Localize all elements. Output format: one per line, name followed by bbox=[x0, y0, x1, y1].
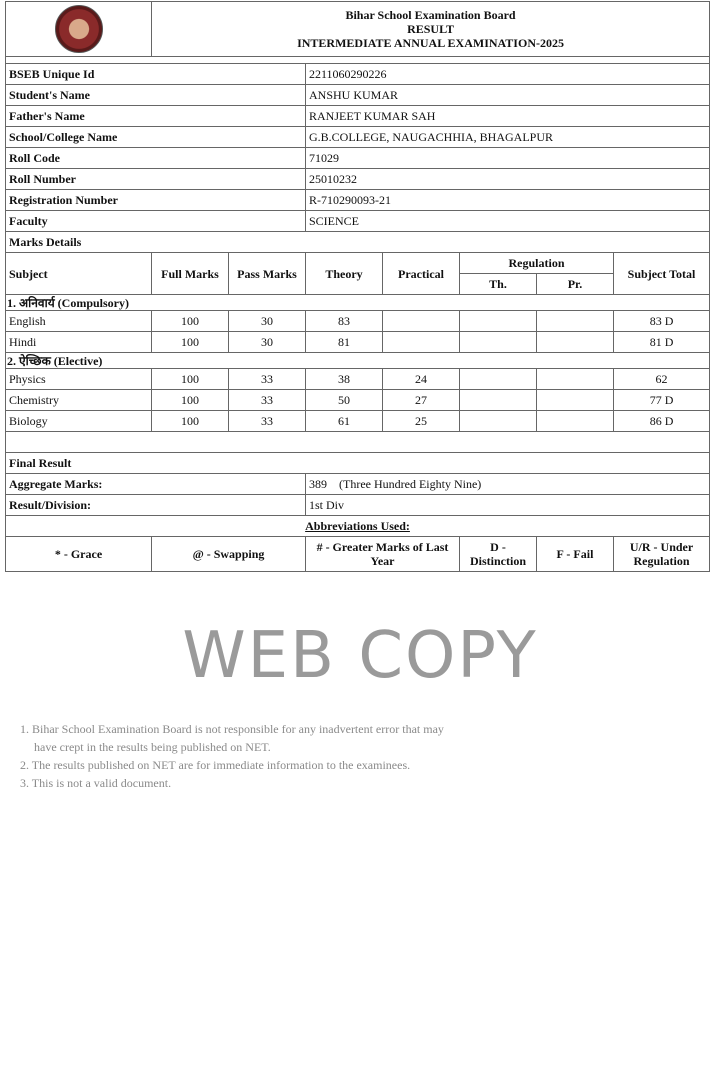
division-value: 1st Div bbox=[306, 495, 710, 516]
th-cell bbox=[460, 390, 537, 411]
disclaimer-watermark bbox=[20, 720, 700, 792]
col-pass: Pass Marks bbox=[229, 253, 306, 295]
abbrev-title: Abbreviations Used: bbox=[6, 516, 710, 537]
full-cell: 100 bbox=[152, 332, 229, 353]
aggregate-words: (Three Hundred Eighty Nine) bbox=[339, 477, 482, 491]
spacer bbox=[6, 57, 710, 64]
theory-cell: 83 bbox=[306, 311, 383, 332]
disclaimer-line: 2. The results published on NET are for immediate information to the examinees. bbox=[20, 758, 411, 772]
col-subject: Subject bbox=[6, 253, 152, 295]
total-cell: 62 bbox=[614, 369, 710, 390]
total-cell: 86 D bbox=[614, 411, 710, 432]
full-cell: 100 bbox=[152, 311, 229, 332]
total-cell: 77 D bbox=[614, 390, 710, 411]
th-cell bbox=[460, 332, 537, 353]
exam-name: INTERMEDIATE ANNUAL EXAMINATION-2025 bbox=[297, 36, 564, 50]
full-cell: 100 bbox=[152, 411, 229, 432]
col-full: Full Marks bbox=[152, 253, 229, 295]
info-label: Father's Name bbox=[6, 106, 306, 127]
pr-cell bbox=[537, 390, 614, 411]
info-row bbox=[6, 169, 710, 190]
section-title: 2. ऐच्छिक (Elective) bbox=[6, 353, 710, 369]
subject-name: English bbox=[6, 311, 152, 332]
theory-cell: 38 bbox=[306, 369, 383, 390]
pr-cell bbox=[537, 332, 614, 353]
info-label: Student's Name bbox=[6, 85, 306, 106]
info-label: BSEB Unique Id bbox=[6, 64, 306, 85]
abbrev-grace: * - Grace bbox=[6, 537, 152, 572]
pass-cell: 30 bbox=[229, 311, 306, 332]
info-label: School/College Name bbox=[6, 127, 306, 148]
info-row bbox=[6, 85, 710, 106]
pr-cell bbox=[537, 411, 614, 432]
bseb-logo bbox=[55, 5, 103, 53]
col-pr: Pr. bbox=[537, 274, 614, 295]
board-name: Bihar School Examination Board bbox=[345, 8, 516, 22]
header-title bbox=[152, 2, 710, 57]
table-row bbox=[6, 390, 710, 411]
theory-cell: 61 bbox=[306, 411, 383, 432]
info-value: SCIENCE bbox=[306, 211, 710, 232]
web-copy-watermark: WEB COPY bbox=[182, 619, 538, 693]
disclaimer-line: 1. Bihar School Examination Board is not responsible for any inadvertent error that may bbox=[20, 722, 444, 736]
doc-title: RESULT bbox=[407, 22, 454, 36]
theory-cell: 50 bbox=[306, 390, 383, 411]
aggregate-value bbox=[306, 474, 710, 495]
table-row bbox=[6, 411, 710, 432]
full-cell: 100 bbox=[152, 390, 229, 411]
practical-cell bbox=[383, 332, 460, 353]
th-cell bbox=[460, 311, 537, 332]
col-practical: Practical bbox=[383, 253, 460, 295]
pr-cell bbox=[537, 311, 614, 332]
info-label: Registration Number bbox=[6, 190, 306, 211]
practical-cell: 25 bbox=[383, 411, 460, 432]
subject-name: Chemistry bbox=[6, 390, 152, 411]
disclaimer-line: 3. This is not a valid document. bbox=[20, 776, 172, 790]
pass-cell: 33 bbox=[229, 411, 306, 432]
theory-cell: 81 bbox=[306, 332, 383, 353]
section-title: 1. अनिवार्य (Compulsory) bbox=[6, 295, 710, 311]
aggregate-label: Aggregate Marks: bbox=[6, 474, 306, 495]
info-row bbox=[6, 190, 710, 211]
spacer-row bbox=[6, 432, 710, 453]
practical-cell bbox=[383, 311, 460, 332]
th-cell bbox=[460, 369, 537, 390]
info-value: 25010232 bbox=[306, 169, 710, 190]
info-value: RANJEET KUMAR SAH bbox=[306, 106, 710, 127]
total-cell: 81 D bbox=[614, 332, 710, 353]
info-row bbox=[6, 211, 710, 232]
info-row bbox=[6, 148, 710, 169]
pr-cell bbox=[537, 369, 614, 390]
full-cell: 100 bbox=[152, 369, 229, 390]
table-row bbox=[6, 332, 710, 353]
abbrev-distinction: D - Distinction bbox=[460, 537, 537, 572]
info-row bbox=[6, 106, 710, 127]
pass-cell: 33 bbox=[229, 390, 306, 411]
info-label: Faculty bbox=[6, 211, 306, 232]
info-value: G.B.COLLEGE, NAUGACHHIA, BHAGALPUR bbox=[306, 127, 710, 148]
abbrev-greater: # - Greater Marks of Last Year bbox=[306, 537, 460, 572]
table-row bbox=[6, 311, 710, 332]
pass-cell: 33 bbox=[229, 369, 306, 390]
marks-details-title: Marks Details bbox=[6, 232, 710, 253]
aggregate-number: 389 bbox=[309, 477, 327, 491]
disclaimer-line: have crept in the results being published on NET. bbox=[34, 740, 271, 754]
final-result-title: Final Result bbox=[6, 453, 710, 474]
info-value: 71029 bbox=[306, 148, 710, 169]
table-row bbox=[6, 369, 710, 390]
col-theory: Theory bbox=[306, 253, 383, 295]
subject-name: Biology bbox=[6, 411, 152, 432]
col-regulation: Regulation bbox=[460, 253, 614, 274]
info-label: Roll Number bbox=[6, 169, 306, 190]
abbrev-swapping: @ - Swapping bbox=[152, 537, 306, 572]
subject-name: Physics bbox=[6, 369, 152, 390]
col-th: Th. bbox=[460, 274, 537, 295]
pass-cell: 30 bbox=[229, 332, 306, 353]
practical-cell: 27 bbox=[383, 390, 460, 411]
practical-cell: 24 bbox=[383, 369, 460, 390]
info-value: ANSHU KUMAR bbox=[306, 85, 710, 106]
abbrev-fail: F - Fail bbox=[537, 537, 614, 572]
abbrev-regulation: U/R - Under Regulation bbox=[614, 537, 710, 572]
info-row bbox=[6, 127, 710, 148]
logo-cell bbox=[6, 2, 152, 57]
result-table bbox=[5, 1, 710, 572]
col-total: Subject Total bbox=[614, 253, 710, 295]
total-cell: 83 D bbox=[614, 311, 710, 332]
info-value: 2211060290226 bbox=[306, 64, 710, 85]
th-cell bbox=[460, 411, 537, 432]
subject-name: Hindi bbox=[6, 332, 152, 353]
info-row bbox=[6, 64, 710, 85]
info-label: Roll Code bbox=[6, 148, 306, 169]
division-label: Result/Division: bbox=[6, 495, 306, 516]
info-value: R-710290093-21 bbox=[306, 190, 710, 211]
